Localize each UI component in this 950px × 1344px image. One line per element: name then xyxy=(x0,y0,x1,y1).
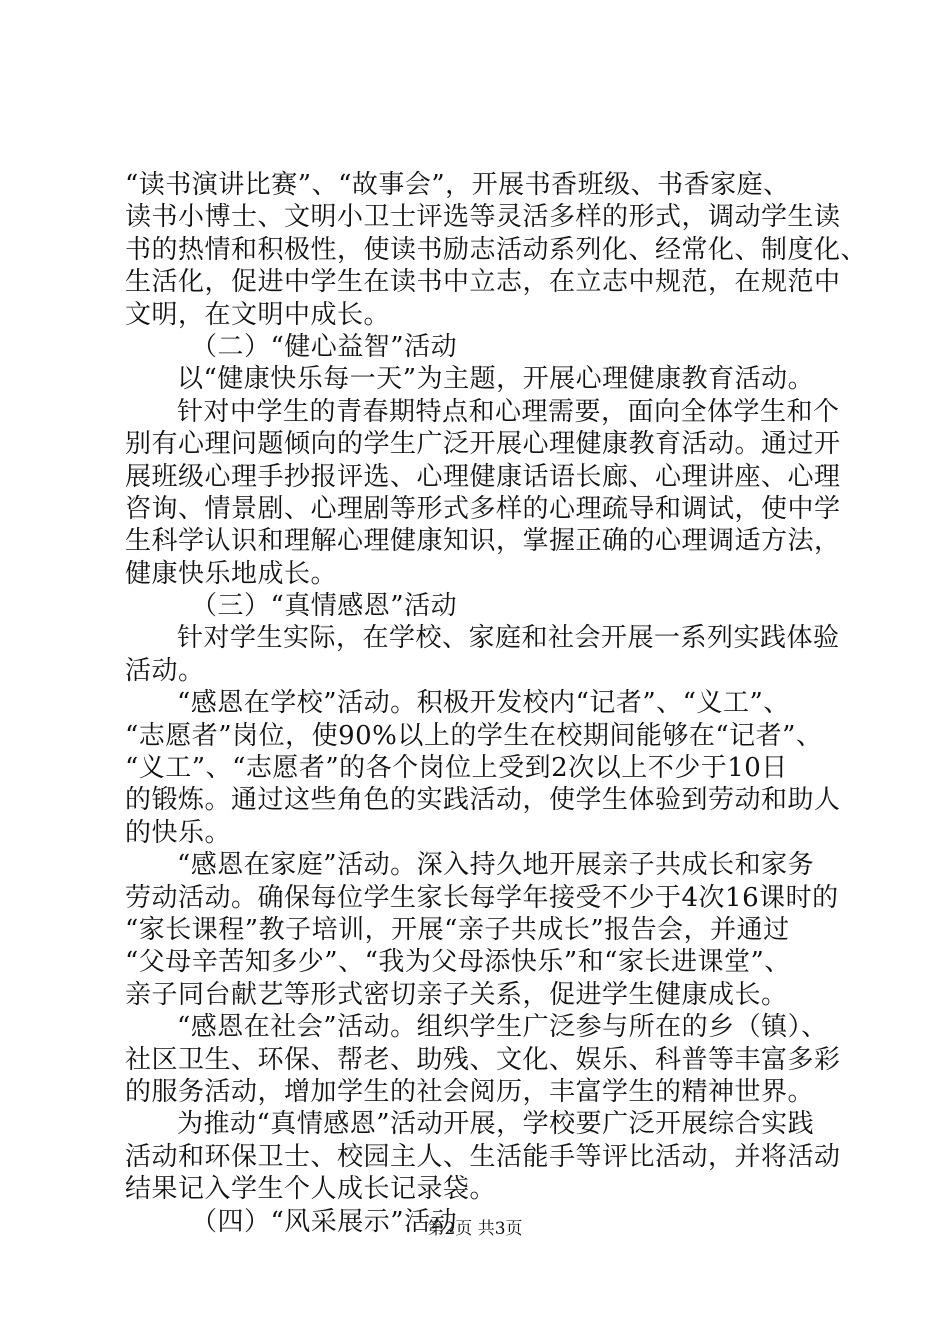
text-line: 社区卫生、环保、帮老、助残、文化、娱乐、科普等丰富多彩 xyxy=(125,1044,841,1075)
section-heading: （三）“真情感恩”活动 xyxy=(191,591,458,622)
text-line: 书的热情和积极性，使读书励志活动系列化、经常化、制度化、 xyxy=(125,234,868,265)
text-line: 结果记入学生个人成长记录袋。 xyxy=(125,1174,497,1205)
text-line: 活动和环保卫士、校园主人、生活能手等评比活动，并将活动 xyxy=(125,1141,841,1172)
text-line: “家长课程”教子培训，开展“亲子共成长”报告会，并通过 xyxy=(125,914,790,945)
document-body xyxy=(125,169,868,1238)
text-line: 展班级心理手抄报评选、心理健康话语长廊、心理讲座、心理 xyxy=(125,461,841,492)
text-line: “志愿者”岗位，使90%以上的学生在校期间能够在“记者”、 xyxy=(125,720,823,751)
text-line: 劳动活动。确保每位学生家长每学年接受不少于4次16课时的 xyxy=(125,882,839,913)
text-line: 针对学生实际，在学校、家庭和社会开展一系列实践体验 xyxy=(177,623,840,654)
text-line: “感恩在学校”活动。积极开发校内“记者”、“义工”、 xyxy=(177,688,790,719)
text-line: 针对中学生的青春期特点和心理需要，面向全体学生和个 xyxy=(177,396,840,427)
text-line: 的锻炼。通过这些角色的实践活动，使学生体验到劳动和助人 xyxy=(125,785,841,816)
page-footer: 第2页 共3页 xyxy=(427,1219,523,1239)
section-heading: （二）“健心益智”活动 xyxy=(191,331,458,362)
text-line: 咨询、情景剧、心理剧等形式多样的心理疏导和调试，使中学 xyxy=(125,493,841,524)
section-heading: （四）“风采展示”活动 xyxy=(191,1206,458,1237)
text-line: 生科学认识和理解心理健康知识，掌握正确的心理调适方法， xyxy=(125,526,841,557)
text-line: 读书小博士、文明小卫士评选等灵活多样的形式，调动学生读 xyxy=(125,202,841,233)
text-line: 活动。 xyxy=(125,655,205,686)
text-line: 为推动“真情感恩”活动开展，学校要广泛开展综合实践 xyxy=(177,1109,815,1140)
text-line: “读书演讲比赛”、“故事会”，开展书香班级、书香家庭、 xyxy=(125,170,790,200)
text-line: “义工”、“志愿者”的各个岗位上受到2次以上不少于10日 xyxy=(125,753,788,784)
text-line: “感恩在家庭”活动。深入持久地开展亲子共成长和家务 xyxy=(177,850,815,881)
text-line: “父母辛苦知多少”、“我为父母添快乐”和“家长进课堂”、 xyxy=(125,947,791,978)
text-line: 健康快乐地成长。 xyxy=(125,558,338,589)
text-line: 生活化，促进中学生在读书中立志，在立志中规范，在规范中 xyxy=(125,267,841,298)
text-line: 别有心理问题倾向的学生广泛开展心理健康教育活动。通过开 xyxy=(125,429,841,460)
text-line: 亲子同台献艺等形式密切亲子关系，促进学生健康成长。 xyxy=(125,979,788,1010)
text-line: 的快乐。 xyxy=(125,817,232,848)
text-line: 文明，在文明中成长。 xyxy=(125,299,391,330)
text-line: 的服务活动，增加学生的社会阅历，丰富学生的精神世界。 xyxy=(125,1076,815,1107)
text-line: “感恩在社会”活动。组织学生广泛参与所在的乡（镇）、 xyxy=(177,1012,828,1043)
text-line: 以“健康快乐每一天”为主题，开展心理健康教育活动。 xyxy=(177,364,815,395)
